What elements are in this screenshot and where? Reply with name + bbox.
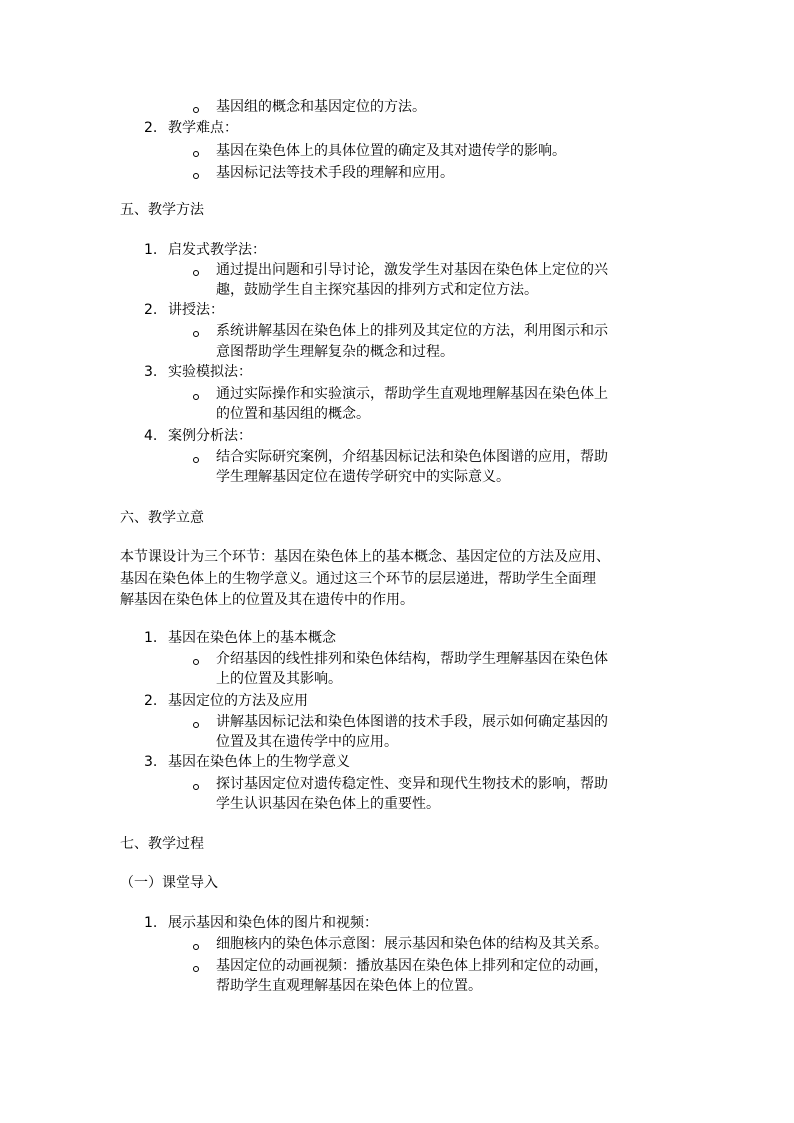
list-number: 3. xyxy=(144,754,158,770)
list-number: 2. xyxy=(144,302,158,318)
list-number: 4. xyxy=(144,428,158,444)
bullet-icon xyxy=(193,270,199,276)
bullet-icon xyxy=(193,173,199,179)
section-heading: 五、教学方法 xyxy=(120,202,204,218)
list-item-label: 基因在染色体上的基本概念 xyxy=(168,630,336,646)
list-number: 2. xyxy=(144,120,158,136)
bullet-text: 的位置和基因组的概念。 xyxy=(216,406,370,422)
list-item-label: 基因在染色体上的生物学意义 xyxy=(168,754,350,770)
bullet-icon xyxy=(193,966,199,972)
bullet-icon xyxy=(193,722,199,728)
bullet-text: 趣，鼓励学生自主探究基因的排列方式和定位方法。 xyxy=(216,282,538,298)
list-item-label: 基因定位的方法及应用 xyxy=(168,693,308,709)
section-heading: 六、教学立意 xyxy=(120,510,204,526)
bullet-icon xyxy=(193,944,199,950)
bullet-text: 介绍基因的线性排列和染色体结构，帮助学生理解基因在染色体 xyxy=(216,651,608,667)
list-number: 1. xyxy=(144,242,158,258)
bullet-icon xyxy=(193,151,199,157)
section-heading: 七、教学过程 xyxy=(120,836,204,852)
bullet-text: 细胞核内的染色体示意图：展示基因和染色体的结构及其关系。 xyxy=(216,936,608,952)
bullet-icon xyxy=(193,394,199,400)
bullet-text: 通过提出问题和引导讨论，激发学生对基因在染色体上定位的兴 xyxy=(216,262,608,278)
list-item-label: 讲授法： xyxy=(168,302,224,318)
bullet-text: 基因标记法等技术手段的理解和应用。 xyxy=(216,165,454,181)
bullet-text: 意图帮助学生理解复杂的概念和过程。 xyxy=(216,344,454,360)
list-item-label: 教学难点： xyxy=(168,120,238,136)
bullet-text: 结合实际研究案例，介绍基因标记法和染色体图谱的应用，帮助 xyxy=(216,449,608,465)
bullet-text: 探讨基因定位对遗传稳定性、变异和现代生物技术的影响，帮助 xyxy=(216,776,608,792)
bullet-text: 系统讲解基因在染色体上的排列及其定位的方法，利用图示和示 xyxy=(216,323,608,339)
bullet-text: 通过实际操作和实验演示，帮助学生直观地理解基因在染色体上 xyxy=(216,386,608,402)
bullet-icon xyxy=(193,659,199,665)
list-number: 3. xyxy=(144,364,158,380)
bullet-text: 讲解基因标记法和染色体图谱的技术手段，展示如何确定基因的 xyxy=(216,714,608,730)
bullet-text: 位置及其在遗传学中的应用。 xyxy=(216,734,398,750)
list-number: 1. xyxy=(144,630,158,646)
bullet-text: 学生认识基因在染色体上的重要性。 xyxy=(216,796,440,812)
subsection-heading: （一）课堂导入 xyxy=(120,875,218,891)
list-number: 1. xyxy=(144,915,158,931)
list-item-label: 展示基因和染色体的图片和视频： xyxy=(168,915,378,931)
list-item-label: 案例分析法： xyxy=(168,428,252,444)
bullet-text: 学生理解基因定位在遗传学研究中的实际意义。 xyxy=(216,469,510,485)
paragraph-line: 解基因在染色体上的位置及其在遗传中的作用。 xyxy=(120,592,414,608)
list-item-label: 实验模拟法： xyxy=(168,364,252,380)
bullet-text: 帮助学生直观理解基因在染色体上的位置。 xyxy=(216,978,482,994)
bullet-text: 基因定位的动画视频：播放基因在染色体上排列和定位的动画， xyxy=(216,958,608,974)
bullet-icon xyxy=(193,784,199,790)
bullet-icon xyxy=(193,107,199,113)
bullet-icon xyxy=(193,331,199,337)
bullet-icon xyxy=(193,457,199,463)
list-number: 2. xyxy=(144,693,158,709)
bullet-text: 上的位置及其影响。 xyxy=(216,671,342,687)
list-item-label: 启发式教学法： xyxy=(168,242,266,258)
bullet-text: 基因在染色体上的具体位置的确定及其对遗传学的影响。 xyxy=(216,143,566,159)
bullet-text: 基因组的概念和基因定位的方法。 xyxy=(216,99,426,115)
paragraph-line: 基因在染色体上的生物学意义。通过这三个环节的层层递进，帮助学生全面理 xyxy=(120,571,596,587)
paragraph-line: 本节课设计为三个环节：基因在染色体上的基本概念、基因定位的方法及应用、 xyxy=(120,549,610,565)
